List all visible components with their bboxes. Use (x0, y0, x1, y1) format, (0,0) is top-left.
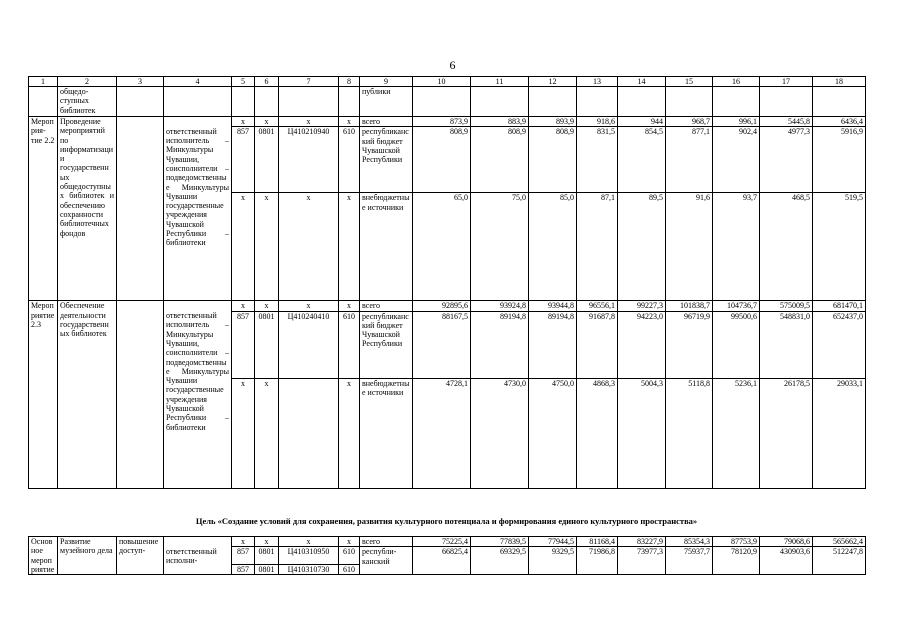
cell-grbs: 857 (232, 127, 255, 193)
cell-value: 85354,3 (666, 537, 713, 547)
cell-value: 9329,5 (529, 547, 577, 575)
cell-value: 91,6 (666, 193, 713, 301)
cell-value: 918,6 (577, 117, 618, 127)
cell-value: 29033,1 (813, 378, 866, 488)
cell-section: x (255, 301, 279, 311)
source-line: канский (362, 556, 390, 566)
cell-value: 831,5 (577, 127, 618, 193)
cell-value: 96556,1 (577, 301, 618, 311)
executor-cell: ответственный исполни- (164, 547, 232, 575)
cell-value: 808,9 (413, 127, 471, 193)
cell-value: 4730,0 (471, 378, 529, 488)
cell-value: 93924,8 (471, 301, 529, 311)
cell-source: республиканский бюджет Чувашской Республики (360, 127, 413, 193)
cell-value: 4868,3 (577, 378, 618, 488)
header-cell: 5 (232, 77, 255, 87)
cell-section: x (255, 117, 279, 127)
cell-value: 66825,4 (413, 547, 471, 575)
cell-type: 610 (339, 547, 360, 565)
header-cell: 13 (577, 77, 618, 87)
cell-target: x (279, 117, 339, 127)
cell-grbs: x (232, 537, 255, 547)
cell-value: 893,9 (529, 117, 577, 127)
cell-target: Ц410310730 (279, 564, 339, 574)
cell-value: 4977,3 (760, 127, 813, 193)
cell-value: 94223,0 (618, 311, 666, 378)
measure-name: Обеспечение деятельности государственных библиотек (58, 301, 117, 488)
cell-value: 944 (618, 117, 666, 127)
cell-type: x (339, 378, 360, 488)
cell-value: 65,0 (413, 193, 471, 301)
cell-value: 877,1 (666, 127, 713, 193)
header-cell: 17 (760, 77, 813, 87)
cont-source-cell: публики (360, 87, 413, 117)
cell-value: 4728,1 (413, 378, 471, 488)
cell-target: Ц410310950 (279, 547, 339, 565)
header-cell: 8 (339, 77, 360, 87)
header-cell: 10 (413, 77, 471, 87)
cell-source: внебюджетные источники (360, 193, 413, 301)
cell-value: 91687,8 (577, 311, 618, 378)
cell-value: 96719,9 (666, 311, 713, 378)
cell-value: 4750,0 (529, 378, 577, 488)
budget-table-upper (28, 76, 866, 489)
cell-section: 0801 (255, 547, 279, 565)
cell-value: 99500,6 (713, 311, 760, 378)
cell-value: 902,4 (713, 127, 760, 193)
cell-type: x (339, 117, 360, 127)
cell-value: 5004,3 (618, 378, 666, 488)
cell-value: 77839,5 (471, 537, 529, 547)
cell-grbs: x (232, 301, 255, 311)
executor-cell: ответственный исполнитель – Минкультуры Чувашии, соисполнители – подведомственные Минкультуры Чувашии государственные учреждения Чувашской Республики – библиотеки (164, 311, 232, 488)
measure-name: Проведение мероприятий по информатизации государственных общедоступных библиотек и обеспечению сохранности библиотечных фондов (58, 117, 117, 301)
cell-value: 89194,8 (471, 311, 529, 378)
cell-section: 0801 (255, 564, 279, 574)
cell-value: 87,1 (577, 193, 618, 301)
cell-grbs: 857 (232, 564, 255, 574)
cell-value: 808,9 (529, 127, 577, 193)
cell-value: 85,0 (529, 193, 577, 301)
header-cell: 14 (618, 77, 666, 87)
cell-value: 565662,4 (813, 537, 866, 547)
cell-grbs: x (232, 378, 255, 488)
cell-target: x (279, 193, 339, 301)
table-row (29, 537, 866, 547)
header-cell: 4 (164, 77, 232, 87)
cell-type: 610 (339, 564, 360, 574)
cell-type: 610 (339, 127, 360, 193)
executor-cell: ответственный исполнитель – Минкультуры Чувашии, соисполнители – подведомственные Минкультуры Чувашии государственные учреждения Чувашской Республики – библиотеки (164, 127, 232, 301)
goal-heading: Цель «Создание условий для сохранения, развития культурного потенциала и формирования единого культурного пространства» (195, 516, 698, 526)
cell-source: всего (360, 537, 413, 547)
cell-value: 79068,6 (760, 537, 813, 547)
header-cell: 18 (813, 77, 866, 87)
cell-value: 873,9 (413, 117, 471, 127)
cell-grbs: 857 (232, 311, 255, 378)
cell-value: 87753,9 (713, 537, 760, 547)
cell-target: Ц410240410 (279, 311, 339, 378)
cell-value: 69329,5 (471, 547, 529, 575)
cell-value: 101838,7 (666, 301, 713, 311)
header-cell: 2 (58, 77, 117, 87)
measure-name: Развитие музейного дела (58, 537, 117, 575)
header-cell: 11 (471, 77, 529, 87)
cell-value: 996,1 (713, 117, 760, 127)
cell-value: 5916,9 (813, 127, 866, 193)
header-cell: 9 (360, 77, 413, 87)
header-cell: 6 (255, 77, 279, 87)
cell-type: 610 (339, 311, 360, 378)
cell-grbs: x (232, 117, 255, 127)
cell-grbs: x (232, 193, 255, 301)
cell-source: всего (360, 117, 413, 127)
cell-value: 88167,5 (413, 311, 471, 378)
cell-target: x (279, 301, 339, 311)
cell-value: 99227,3 (618, 301, 666, 311)
cont-name-cell: общедо-ступных библиотек (58, 87, 117, 117)
cell-target: x (279, 537, 339, 547)
cell-value: 73977,3 (618, 547, 666, 575)
cell-type: x (339, 193, 360, 301)
cell-value: 5236,1 (713, 378, 760, 488)
cell-value: 77944,5 (529, 537, 577, 547)
cell-value: 104736,7 (713, 301, 760, 311)
cell-value: 89194,8 (529, 311, 577, 378)
cell-value: 519,5 (813, 193, 866, 301)
cell-value: 5445,8 (760, 117, 813, 127)
cell-source (360, 547, 413, 575)
cell-value: 71986,8 (577, 547, 618, 575)
cell-section: x (255, 537, 279, 547)
cell-value: 548831,0 (760, 311, 813, 378)
cell-grbs: 857 (232, 547, 255, 565)
measure-label: Мероприя-тие 2.2 (29, 117, 58, 301)
table-row (29, 301, 866, 311)
cell-value: 968,7 (666, 117, 713, 127)
cell-value: 808,9 (471, 127, 529, 193)
cell-value: 75225,4 (413, 537, 471, 547)
cell-target: Ц410210940 (279, 127, 339, 193)
cell-value: 26178,5 (760, 378, 813, 488)
cell-section: x (255, 378, 279, 488)
cell-value: 512247,8 (813, 547, 866, 575)
header-cell: 3 (117, 77, 164, 87)
budget-table-lower (28, 536, 866, 575)
cell-value: 6436,4 (813, 117, 866, 127)
cell-value: 93,7 (713, 193, 760, 301)
cell-section: 0801 (255, 311, 279, 378)
cell-value: 468,5 (760, 193, 813, 301)
cell-value: 883,9 (471, 117, 529, 127)
measure-label: Основное мероприятие (29, 537, 58, 575)
cell-value: 75937,7 (666, 547, 713, 575)
table-row (29, 117, 866, 127)
cell-value: 81168,4 (577, 537, 618, 547)
cell-target (279, 378, 339, 488)
cell-value: 83227,9 (618, 537, 666, 547)
header-cell: 16 (713, 77, 760, 87)
table-row (29, 87, 866, 117)
cell-value: 78120,9 (713, 547, 760, 575)
cell-section: 0801 (255, 127, 279, 193)
header-cell: 12 (529, 77, 577, 87)
cell-section: x (255, 193, 279, 301)
header-cell: 15 (666, 77, 713, 87)
cell-value: 854,5 (618, 127, 666, 193)
cell-value: 93944,8 (529, 301, 577, 311)
cell-type: x (339, 301, 360, 311)
header-cell: 1 (29, 77, 58, 87)
cell-value: 681470,1 (813, 301, 866, 311)
cell-value: 652437,0 (813, 311, 866, 378)
source-line: республи- (362, 547, 397, 557)
cell-source: республиканский бюджет Чувашской Республики (360, 311, 413, 378)
header-cell: 7 (279, 77, 339, 87)
cell-value: 5118,8 (666, 378, 713, 488)
header-row (29, 77, 866, 87)
cell-value: 89,5 (618, 193, 666, 301)
cell-value: 575009,5 (760, 301, 813, 311)
measure-goal: повышение доступ- (117, 537, 164, 575)
cell-value: 430903,6 (760, 547, 813, 575)
page-number: 6 (449, 58, 456, 72)
cell-value: 75,0 (471, 193, 529, 301)
measure-label: Мероприятие 2.3 (29, 301, 58, 488)
cell-source: внебюджетные источники (360, 378, 413, 488)
cell-source: всего (360, 301, 413, 311)
cell-type: x (339, 537, 360, 547)
cell-value: 92895,6 (413, 301, 471, 311)
